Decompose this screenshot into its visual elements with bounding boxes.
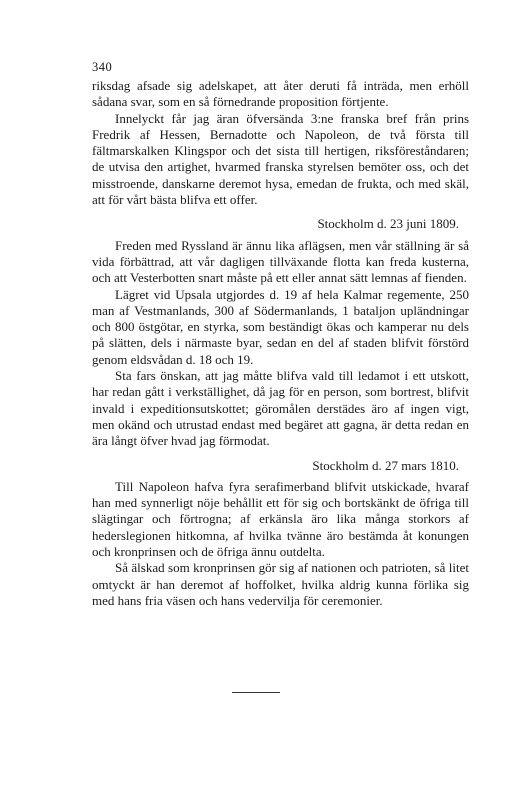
section-rule	[232, 692, 280, 693]
paragraph: Lägret vid Upsala utgjordes d. 19 af hela Kalmar regemente, 250 man af Vestmanlands, 300 af Södermanlands, 1 bataljon upländningar och 800 östgötar, en styrka, som beständigt ökas och kamperar nu dels på slätten, dels i närmaste byar, sedan en del af staden blifvit förstörd genom eldsvådan d. 18 och 19.	[92, 286, 469, 367]
page-number: 340	[92, 60, 113, 74]
paragraph: Till Napoleon hafva fyra serafimerband blifvit utskickade, hvaraf han med synnerligt nöje behållit ett för sig och bortskänkt de öfriga till slägtingar och förtrogna; af erkänsla äro lika många storkors af hederslegionen hitkomna, af hvilka tvänne äro bestämda åt konungen och kronprinsen och de öfriga ännu outdelta.	[92, 478, 469, 560]
body-text	[92, 78, 469, 609]
paragraph: Freden med Ryssland är ännu lika aflägsen, men vår ställning är så vida förbättrad, att vår dagligen tillväxande flotta kan freda kusterna, och att Vesterbotten snart måste på ett eller annat sätt lemnas af fienden.	[92, 237, 469, 286]
dateline: Stockholm d. 23 juni 1809.	[317, 216, 459, 232]
paragraph: Så älskad som kronprinsen gör sig af nationen och patrioten, så litet omtyckt är han deremot af hoffolket, hvilka aldrig kunna förlika sig med hans fria väsen och hans vedervilja för ceremonier.	[92, 560, 469, 608]
paragraph: Innelyckt får jag äran öfversända 3:ne franska bref från prins Fredrik af Hessen, Bernadotte och Napoleon, de två första till fältmarskalken Klingspor och det sista till hertigen, riksföreståndaren; de utvisa den artighet, hvarmed franska styrelsen bemöter oss, och det misstroende, danskarne deremot hysa, emedan de frukta, och med skäl, att för vårt bästa blifva ett offer.	[92, 110, 469, 208]
paragraph-continued: riksdag afsade sig adelskapet, att åter deruti få inträda, men erhöll sådana svar, som en så förnedrande proposition förtjente.	[92, 78, 469, 110]
dateline: Stockholm d. 27 mars 1810.	[312, 457, 459, 473]
paragraph: Sta fars önskan, att jag måtte blifva vald till ledamot i ett utskott, har redan gått i verkställighet, då jag för en person, som bortrest, blifvit invald i expeditionsutskottet; göromålen derstädes äro af ingen vigt, men okänd och utrustad endast med begäret att gagna, är detta redan en ära långt öfver hvad jag förmodat.	[92, 368, 469, 449]
